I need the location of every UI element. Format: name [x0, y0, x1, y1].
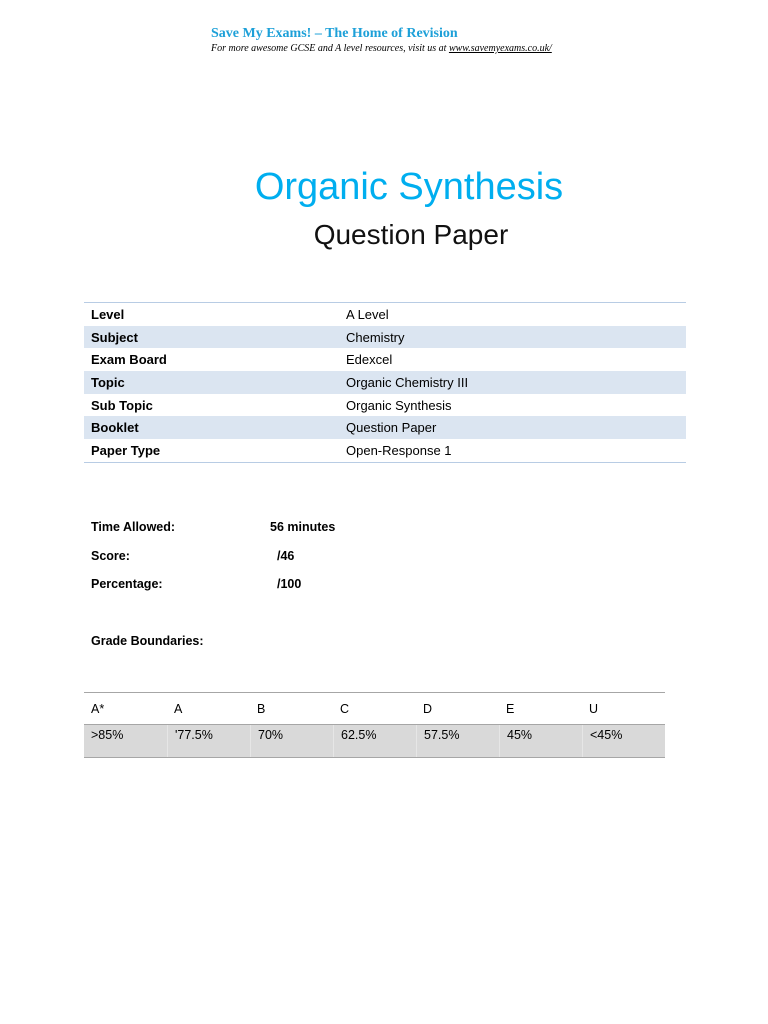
- time-allowed-value: 56 minutes: [270, 520, 336, 534]
- grade-boundaries-label: Grade Boundaries:: [91, 634, 204, 648]
- info-value: Organic Synthesis: [346, 397, 452, 413]
- info-label: Sub Topic: [91, 397, 153, 413]
- info-row-topic: [84, 371, 686, 394]
- info-label: Paper Type: [91, 442, 161, 458]
- percentage-label: Percentage:: [91, 577, 163, 591]
- grade-value-cell: '77.5%: [167, 725, 250, 757]
- grade-value-cell: 62.5%: [333, 725, 416, 757]
- grade-value-cell: <45%: [582, 725, 665, 757]
- score-value: /46: [277, 549, 295, 563]
- info-row-exam-board: [84, 348, 686, 371]
- site-subtitle: [211, 43, 552, 55]
- info-value: Edexcel: [346, 352, 393, 368]
- percentage-value: /100: [277, 577, 302, 591]
- info-label: Topic: [91, 374, 125, 390]
- time-allowed-label: Time Allowed:: [91, 520, 176, 534]
- info-label: Level: [91, 306, 125, 322]
- site-subtitle-text: For more awesome GCSE and A level resources, visit us at: [211, 43, 449, 54]
- info-row-booklet: [84, 416, 686, 439]
- info-label: Exam Board: [91, 352, 167, 368]
- site-link[interactable]: www.savemyexams.co.uk/: [448, 43, 552, 54]
- grade-value-cell: >85%: [91, 728, 124, 742]
- grade-boundaries-table: [84, 692, 665, 758]
- grade-value-cell: 70%: [250, 725, 333, 757]
- info-value: Question Paper: [346, 420, 437, 436]
- info-label: Subject: [91, 329, 138, 345]
- page-subtitle: Question Paper: [313, 219, 509, 250]
- site-title: Save My Exams! – The Home of Revision: [211, 26, 458, 41]
- info-row-subject: [84, 326, 686, 349]
- grade-header-cell: D: [423, 701, 433, 716]
- info-value: Open-Response 1: [346, 442, 452, 458]
- grade-header-row: [84, 693, 665, 725]
- grade-values-row: [84, 725, 665, 757]
- info-table: [84, 302, 686, 463]
- info-value: Organic Chemistry III: [346, 374, 469, 390]
- grade-header-cell: A: [174, 701, 183, 716]
- grade-header-cell: C: [340, 701, 350, 716]
- grade-header-cell: A*: [91, 701, 105, 716]
- info-row-sub-topic: [84, 394, 686, 417]
- score-label: Score:: [91, 549, 130, 563]
- grade-value-cell: 57.5%: [416, 725, 499, 757]
- info-label: Booklet: [91, 420, 139, 436]
- grade-value-cell: 45%: [499, 725, 582, 757]
- grade-header-cell: U: [589, 701, 599, 716]
- site-header: [211, 26, 552, 55]
- info-value: A Level: [346, 306, 389, 322]
- page-title: Organic Synthesis: [254, 166, 564, 208]
- info-value: Chemistry: [346, 329, 405, 345]
- grade-header-cell: B: [257, 701, 266, 716]
- info-row-level: [84, 303, 686, 326]
- info-row-paper-type: [84, 439, 686, 462]
- grade-header-cell: E: [506, 701, 515, 716]
